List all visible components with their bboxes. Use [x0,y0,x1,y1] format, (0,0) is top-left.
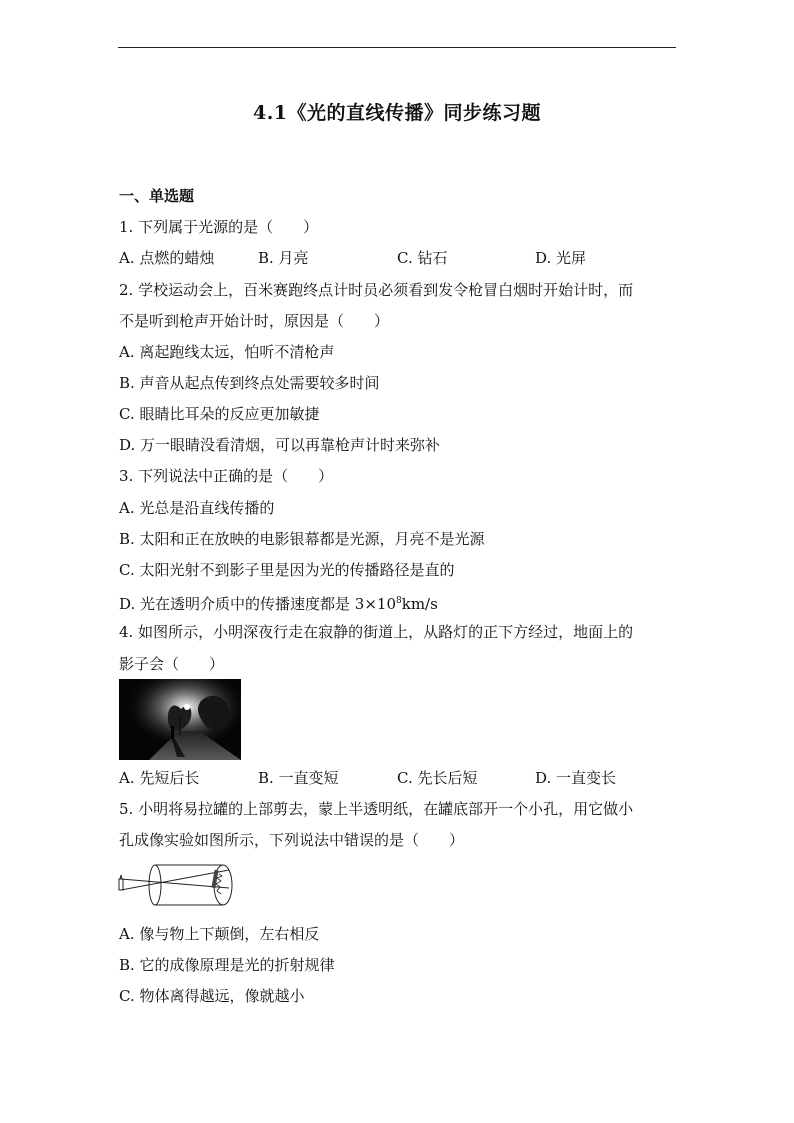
q1-option-a: A. 点燃的蜡烛 [119,249,215,267]
q3-option-d [119,591,438,614]
q5-option-b: B. 它的成像原理是光的折射规律 [119,956,335,974]
q1-stem: 1. 下列属于光源的是（ ） [119,218,319,236]
q2-stem-line1: 2. 学校运动会上，百米赛跑终点计时员必须看到发令枪冒白烟时开始计时，而 [119,281,634,299]
q4-option-d: D. 一直变长 [535,769,617,787]
q3-option-b: B. 太阳和正在放映的电影银幕都是光源，月亮不是光源 [119,530,485,548]
q5-stem-line1: 5. 小明将易拉罐的上部剪去，蒙上半透明纸，在罐底部开一个小孔，用它做小 [119,800,634,818]
q3-option-d-suffix: km/s [401,595,438,613]
pinhole-camera-diagram [117,862,235,908]
q2-option-d: D. 万一眼睛没看清烟，可以再靠枪声计时来弥补 [119,436,441,454]
q3-option-d-exponent: 8 [396,596,402,606]
q3-option-d-prefix: D. 光在透明介质中的传播速度都是 3×10 [119,595,396,613]
q1-option-d: D. 光屏 [535,249,587,267]
q2-option-a: A. 离起跑线太远，怕听不清枪声 [119,343,335,361]
q4-option-a: A. 先短后长 [119,769,200,787]
night-street-photo [119,679,241,760]
q3-option-c: C. 太阳光射不到影子里是因为光的传播路径是直的 [119,561,455,579]
q3-option-a: A. 光总是沿直线传播的 [119,499,275,517]
q5-option-c: C. 物体离得越远，像就越小 [119,987,305,1005]
q4-stem-line1: 4. 如图所示，小明深夜行走在寂静的街道上，从路灯的正下方经过，地面上的 [119,623,634,641]
q3-stem: 3. 下列说法中正确的是（ ） [119,467,334,485]
section-heading: 一、单选题 [119,187,195,205]
q2-option-b: B. 声音从起点传到终点处需要较多时间 [119,374,380,392]
q2-stem-line2: 不是听到枪声开始计时，原因是（ ） [119,312,390,330]
header-rule [118,47,676,48]
q5-option-a: A. 像与物上下颠倒，左右相反 [119,925,320,943]
page-title: 4.1《光的直线传播》同步练习题 [252,102,542,124]
q4-option-c: C. 先长后短 [397,769,478,787]
q1-option-c: C. 钻石 [397,249,448,267]
q4-stem-line2: 影子会（ ） [119,655,225,673]
q5-stem-line2: 孔成像实验如图所示，下列说法中错误的是（ ） [119,831,465,849]
q2-option-c: C. 眼睛比耳朵的反应更加敏捷 [119,405,320,423]
q1-option-b: B. 月亮 [258,249,309,267]
q4-option-b: B. 一直变短 [258,769,339,787]
